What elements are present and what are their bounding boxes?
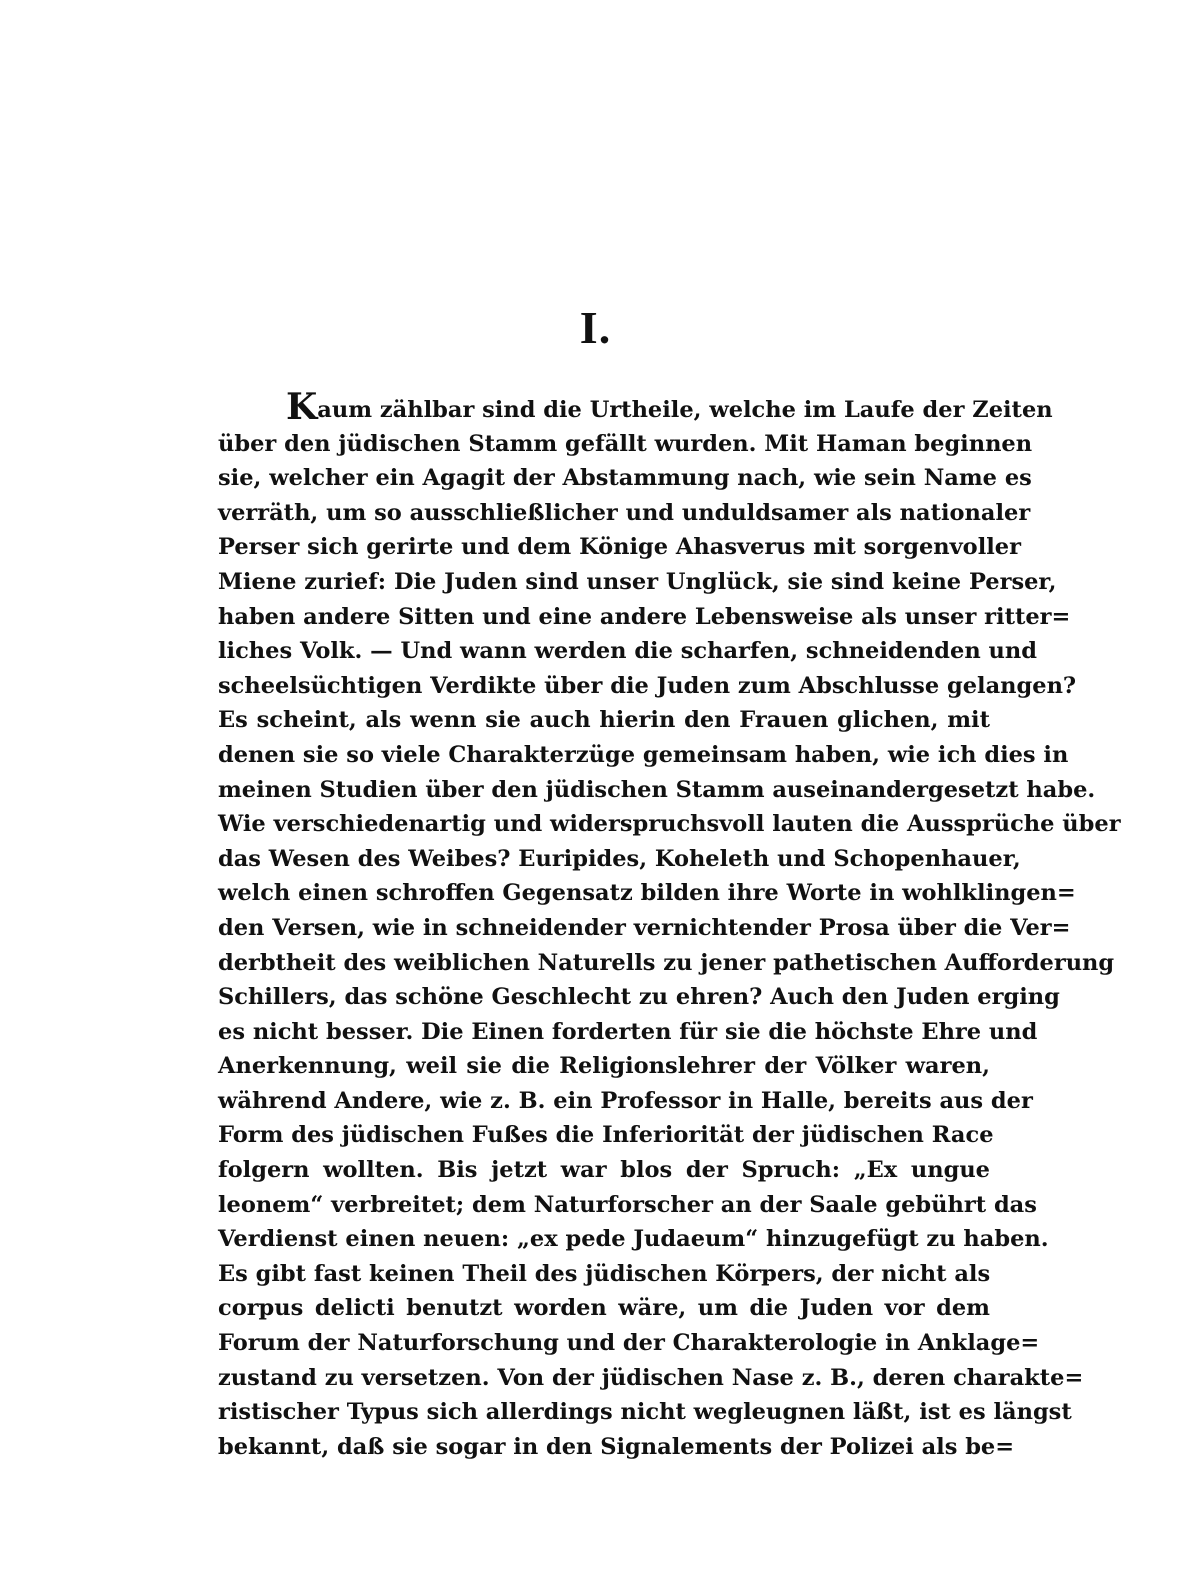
- text-line: verräth, um so ausschließlicher und unduldsamer als nationaler: [218, 499, 1031, 526]
- text-line: Anerkennung, weil sie die Religionslehrer der Völker waren,: [218, 1053, 990, 1080]
- text-line: Es gibt fast keinen Theil des jüdischen Körpers, der nicht als: [218, 1260, 991, 1287]
- text-line: zustand zu versetzen. Von der jüdischen Nase z. B., deren charakte=: [218, 1364, 1084, 1391]
- text-line: corpus delicti benutzt worden wäre, um die Juden vor dem: [218, 1295, 990, 1322]
- text-line: haben andere Sitten und eine andere Lebensweise als unser ritter=: [218, 603, 1071, 630]
- text-line: folgern wollten. Bis jetzt war blos der Spruch: „Ex ungue: [218, 1157, 990, 1184]
- text-line: Miene zurief: Die Juden sind unser Unglück, sie sind keine Perser,: [218, 568, 1057, 595]
- text-line: scheelsüchtigen Verdikte über die Juden zum Abschlusse gelangen?: [218, 672, 1077, 699]
- text-line: leonem“ verbreitet; dem Naturforscher an der Saale gebührt das: [218, 1191, 1037, 1218]
- text-line: den Versen, wie in schneidender vernichtender Prosa über die Ver=: [218, 914, 1071, 941]
- text-line: das Wesen des Weibes? Euripides, Koheleth und Schopenhauer,: [218, 845, 1021, 872]
- text-line-content: aum zählbar sind die Urtheile, welche im Laufe der Zeiten: [317, 397, 1053, 423]
- text-line: Wie verschiedenartig und widerspruchsvoll lauten die Aussprüche über: [218, 811, 1121, 838]
- text-line: während Andere, wie z. B. ein Professor in Halle, bereits aus der: [218, 1087, 1033, 1114]
- text-line: Forum der Naturforschung und der Charakterologie in Anklage=: [218, 1330, 1040, 1357]
- text-line: Perser sich gerirte und dem Könige Ahasverus mit sorgenvoller: [218, 534, 1021, 561]
- text-line: es nicht besser. Die Einen forderten für sie die höchste Ehre und: [218, 1018, 1038, 1045]
- text-line: bekannt, daß sie sogar in den Signalements der Polizei als be=: [218, 1433, 1015, 1460]
- text-line: welch einen schroffen Gegensatz bilden ihre Worte in wohlklingen=: [218, 880, 1076, 907]
- text-line: Es scheint, als wenn sie auch hierin den Frauen glichen, mit: [218, 707, 990, 734]
- text-line: Form des jüdischen Fußes die Inferiorität der jüdischen Race: [218, 1122, 994, 1149]
- chapter-paragraph: [218, 386, 1121, 1464]
- drop-initial: K: [286, 386, 318, 428]
- text-line: derbtheit des weiblichen Naturells zu jener pathetischen Aufforderung: [218, 949, 1115, 976]
- text-line: [218, 386, 1053, 428]
- text-line: liches Volk. — Und wann werden die scharfen, schneidenden und: [218, 638, 1037, 665]
- text-line: ristischer Typus sich allerdings nicht wegleugnen läßt, ist es längst: [218, 1399, 1072, 1426]
- chapter-heading: I.: [579, 302, 612, 353]
- text-line: sie, welcher ein Agagit der Abstammung nach, wie sein Name es: [218, 465, 1032, 492]
- text-line: über den jüdischen Stamm gefällt wurden. Mit Haman beginnen: [218, 430, 1033, 457]
- text-line: Verdienst einen neuen: „ex pede Judaeum“ hinzugefügt zu haben.: [218, 1226, 1049, 1253]
- text-line: denen sie so viele Charakterzüge gemeinsam haben, wie ich dies in: [218, 741, 1069, 768]
- text-line: meinen Studien über den jüdischen Stamm auseinandergesetzt habe.: [218, 776, 1096, 803]
- text-line: Schillers, das schöne Geschlecht zu ehren? Auch den Juden erging: [218, 984, 1060, 1011]
